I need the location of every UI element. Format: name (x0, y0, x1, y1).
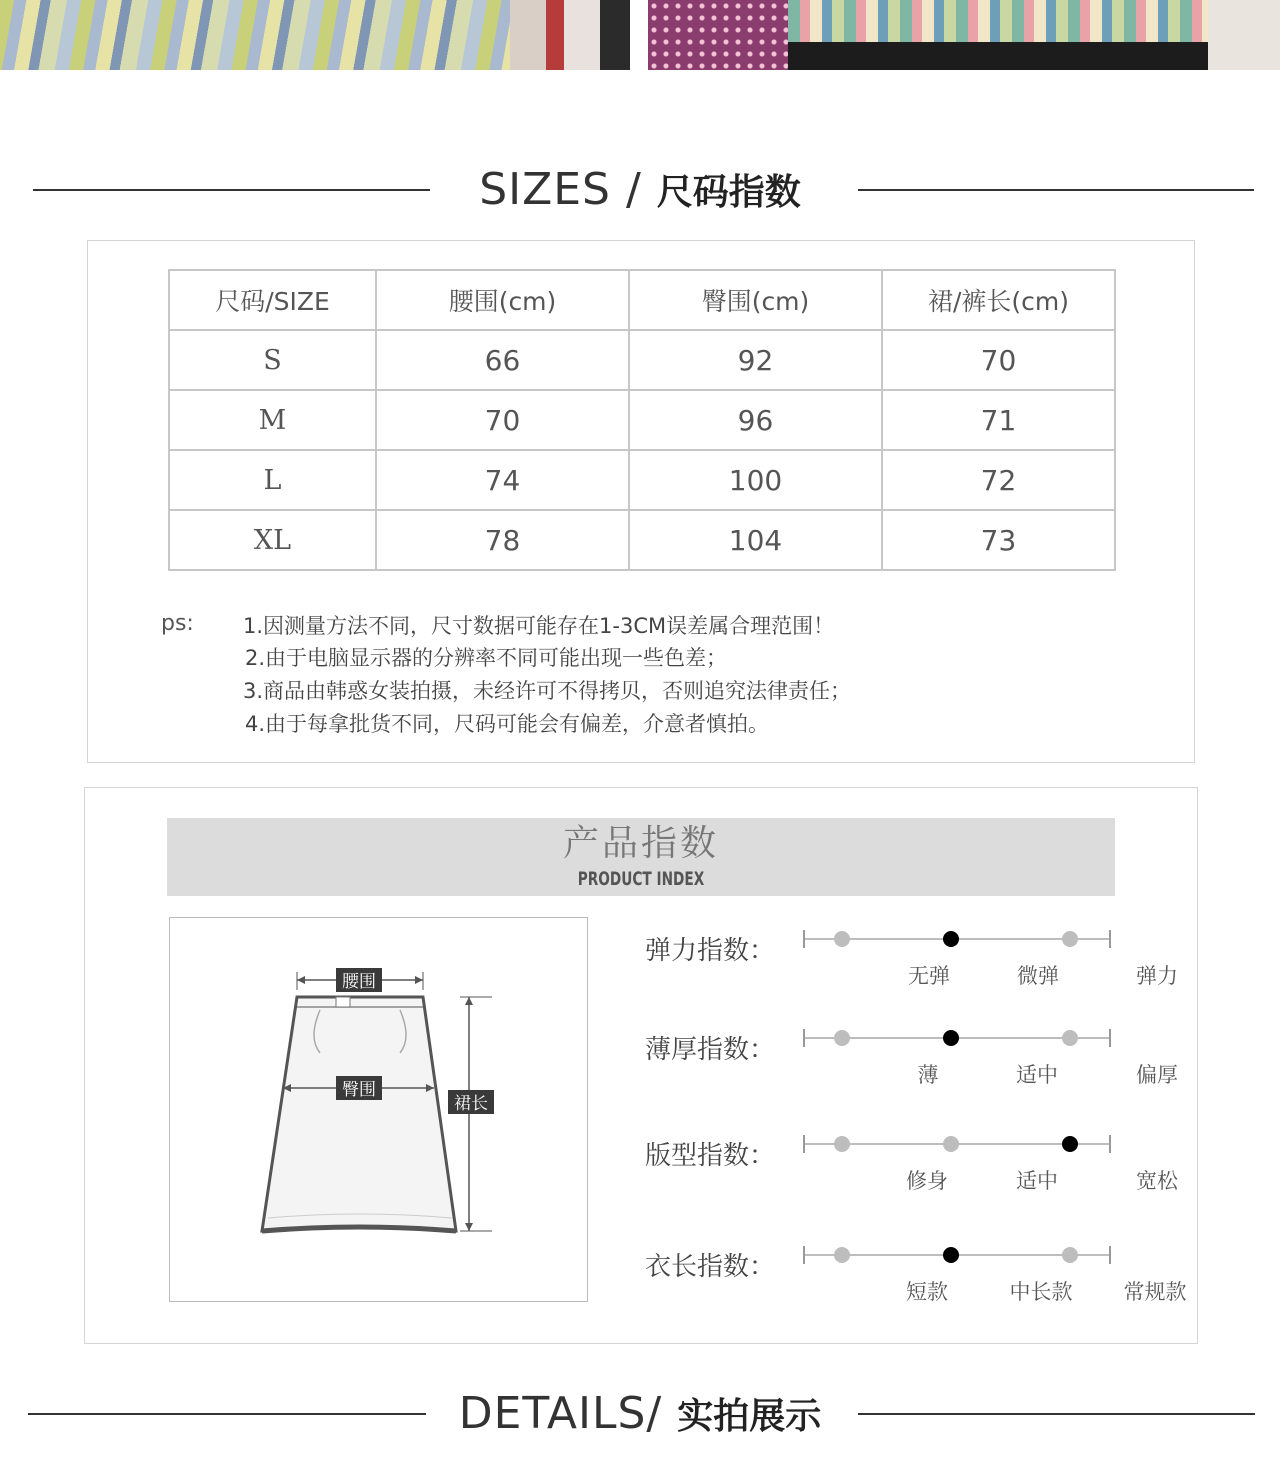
product-photo-right (648, 0, 1280, 70)
scale-tick (1109, 1135, 1111, 1153)
index-option: 适中 (1016, 1169, 1058, 1193)
unselected-dot-icon (943, 1136, 959, 1152)
product-photo-left (0, 0, 630, 70)
selected-dot-icon (943, 931, 959, 947)
table-header: 腰围(cm) (376, 270, 629, 330)
index-label: 弹力指数： (645, 936, 776, 966)
details-title-sep: / (646, 1388, 678, 1439)
scale-tick (803, 1029, 805, 1047)
table-header: 尺码/SIZE (169, 270, 376, 330)
index-row-thickness (645, 1027, 1185, 1097)
index-option: 适中 (1016, 1063, 1058, 1087)
index-row-length (645, 1244, 1185, 1314)
table-header: 裙/裤长(cm) (882, 270, 1115, 330)
skirt-diagram (169, 917, 588, 1302)
index-scale (803, 1143, 1111, 1145)
index-scale (803, 1254, 1111, 1256)
notes-label: ps: (161, 611, 194, 636)
unselected-dot-icon (1062, 1247, 1078, 1263)
index-option: 薄 (917, 1063, 939, 1087)
unselected-dot-icon (834, 931, 850, 947)
product-index-subtitle: PRODUCT INDEX (577, 868, 705, 890)
sizes-title-sep: / (610, 164, 657, 215)
unselected-dot-icon (834, 1136, 850, 1152)
table-cell: S (169, 330, 376, 390)
product-index-banner (167, 818, 1115, 896)
note-item: 2.由于电脑显示器的分辨率不同可能出现一些色差； (245, 646, 728, 670)
table-cell: 70 (376, 390, 629, 450)
table-cell: 100 (629, 450, 882, 510)
details-section-header (0, 1384, 1280, 1444)
table-cell: 73 (882, 510, 1115, 570)
index-label: 薄厚指数： (645, 1035, 776, 1065)
index-option: 修身 (906, 1169, 948, 1193)
index-row-fit (645, 1133, 1185, 1203)
index-scale (803, 1037, 1111, 1039)
sizes-title-en: SIZES (479, 164, 611, 215)
selected-dot-icon (943, 1030, 959, 1046)
scale-tick (803, 1135, 805, 1153)
table-cell: M (169, 390, 376, 450)
size-table (168, 269, 1116, 571)
sizes-section-header (0, 160, 1280, 220)
scale-tick (803, 1246, 805, 1264)
product-index-panel (84, 787, 1198, 1344)
table-header: 臀围(cm) (629, 270, 882, 330)
waist-label: 腰围 (342, 972, 376, 992)
index-option: 弹力 (1136, 964, 1178, 988)
unselected-dot-icon (1062, 931, 1078, 947)
note-item: 1.因测量方法不同，尺寸数据可能存在1-3CM误差属合理范围！ (243, 614, 835, 638)
index-label: 版型指数： (645, 1141, 776, 1171)
unselected-dot-icon (834, 1247, 850, 1263)
table-cell: 78 (376, 510, 629, 570)
index-option: 宽松 (1136, 1169, 1178, 1193)
selected-dot-icon (1062, 1136, 1078, 1152)
size-chart-panel (87, 240, 1195, 763)
scale-tick (803, 930, 805, 948)
scale-tick (1109, 1246, 1111, 1264)
skirt-outline-icon (170, 918, 587, 1301)
sizes-title-cn: 尺码指数 (656, 172, 801, 213)
scale-tick (1109, 1029, 1111, 1047)
note-item: 3.商品由韩惑女装拍摄，未经许可不得拷贝，否则追究法律责任； (243, 679, 852, 703)
index-option: 短款 (906, 1280, 948, 1304)
length-label: 裙长 (454, 1094, 488, 1114)
table-header-row (169, 270, 1115, 330)
selected-dot-icon (943, 1247, 959, 1263)
table-cell: 71 (882, 390, 1115, 450)
table-cell: L (169, 450, 376, 510)
details-title-en: DETAILS (458, 1388, 647, 1439)
table-cell: 70 (882, 330, 1115, 390)
table-row (169, 450, 1115, 510)
table-row (169, 330, 1115, 390)
index-scale (803, 938, 1111, 940)
index-option: 常规款 (1123, 1280, 1187, 1304)
table-cell: XL (169, 510, 376, 570)
index-option: 偏厚 (1136, 1063, 1178, 1087)
table-cell: 96 (629, 390, 882, 450)
index-option: 中长款 (1009, 1280, 1073, 1304)
unselected-dot-icon (834, 1030, 850, 1046)
scale-tick (1109, 930, 1111, 948)
product-index-title: 产品指数 (562, 823, 719, 864)
table-cell: 104 (629, 510, 882, 570)
index-row-elasticity (645, 928, 1185, 998)
table-cell: 72 (882, 450, 1115, 510)
table-row (169, 510, 1115, 570)
index-option: 微弹 (1017, 964, 1059, 988)
table-cell: 74 (376, 450, 629, 510)
table-cell: 92 (629, 330, 882, 390)
unselected-dot-icon (1062, 1030, 1078, 1046)
table-row (169, 390, 1115, 450)
index-option: 无弹 (908, 964, 950, 988)
hip-label: 臀围 (342, 1080, 376, 1100)
note-item: 4.由于每拿批货不同，尺码可能会有偏差，介意者慎拍。 (245, 712, 770, 736)
details-title-cn: 实拍展示 (677, 1396, 822, 1437)
table-cell: 66 (376, 330, 629, 390)
index-label: 衣长指数： (645, 1252, 776, 1282)
